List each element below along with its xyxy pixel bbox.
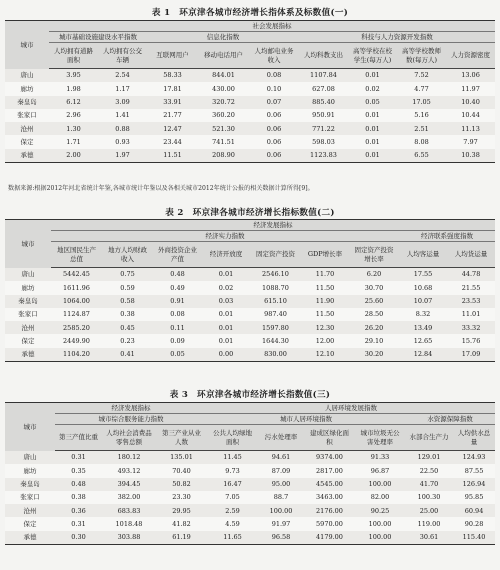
value-cell: 13.49 — [399, 321, 447, 334]
table3-body — [5, 451, 495, 545]
table2-column-header: 固定资产投资增长率 — [349, 242, 399, 268]
value-cell: 0.75 — [102, 268, 153, 282]
city-name-cell: 唐山 — [5, 268, 51, 282]
value-cell: 29.10 — [349, 334, 399, 347]
table3-column-header: 公共人均绿地面积 — [207, 425, 258, 451]
table-row — [5, 451, 495, 465]
value-cell: 430.00 — [198, 82, 249, 95]
table3 — [5, 402, 495, 545]
value-cell: 741.51 — [198, 135, 249, 148]
value-cell: 4545.00 — [304, 478, 355, 491]
value-cell: 382.00 — [102, 491, 156, 504]
value-cell: 1123.83 — [299, 149, 348, 163]
table3-column-header: 水部合生产力 — [405, 425, 453, 451]
value-cell: 320.72 — [198, 96, 249, 109]
city-name-cell: 秦皇岛 — [5, 96, 49, 109]
table-row — [5, 334, 495, 347]
city-name-cell: 保定 — [5, 517, 55, 530]
value-cell: 124.93 — [453, 451, 495, 465]
value-cell: 771.22 — [299, 122, 348, 135]
value-cell: 1124.87 — [51, 308, 102, 321]
table2-top-group: 经济发展指标 — [51, 220, 495, 231]
value-cell: 3463.00 — [304, 491, 355, 504]
value-cell: 30.20 — [349, 348, 399, 362]
value-cell: 0.01 — [348, 122, 397, 135]
value-cell: 50.82 — [156, 478, 207, 491]
value-cell: 0.11 — [153, 321, 202, 334]
table-row — [5, 82, 495, 95]
value-cell: 2546.10 — [250, 268, 301, 282]
value-cell: 6.55 — [397, 149, 446, 163]
value-cell: 0.01 — [202, 268, 250, 282]
value-cell: 0.48 — [55, 478, 102, 491]
value-cell: 0.02 — [202, 281, 250, 294]
table2-body — [5, 268, 495, 362]
value-cell: 0.01 — [348, 69, 397, 83]
table-row — [5, 69, 495, 83]
value-cell: 0.49 — [153, 281, 202, 294]
value-cell: 17.09 — [447, 348, 495, 362]
value-cell: 10.44 — [446, 109, 495, 122]
value-cell: 119.00 — [405, 517, 453, 530]
value-cell: 0.23 — [102, 334, 153, 347]
value-cell: 0.38 — [55, 491, 102, 504]
value-cell: 3.09 — [98, 96, 147, 109]
value-cell: 6.20 — [349, 268, 399, 282]
value-cell: 0.06 — [249, 135, 299, 148]
value-cell: 1597.80 — [250, 321, 301, 334]
value-cell: 521.30 — [198, 122, 249, 135]
city-name-cell: 秦皇岛 — [5, 478, 55, 491]
value-cell: 8.08 — [397, 135, 446, 148]
city-name-cell: 张家口 — [5, 491, 55, 504]
table1-column-header: 人均拥有道路面积 — [49, 43, 98, 69]
value-cell: 1064.00 — [51, 295, 102, 308]
value-cell: 5.16 — [397, 109, 446, 122]
value-cell: 0.38 — [102, 308, 153, 321]
table2-column-header: 人均货运量 — [447, 242, 495, 268]
value-cell: 23.44 — [147, 135, 198, 148]
value-cell: 987.40 — [250, 308, 301, 321]
table-row — [5, 268, 495, 282]
value-cell: 23.30 — [156, 491, 207, 504]
value-cell: 7.05 — [207, 491, 258, 504]
value-cell: 2449.90 — [51, 334, 102, 347]
value-cell: 10.68 — [399, 281, 447, 294]
value-cell: 4179.00 — [304, 531, 355, 545]
table2-caption: 表 2 环京津各城市经济增长指标数值(二) — [165, 208, 335, 218]
table2-column-header: 地区国民生产总值 — [51, 242, 102, 268]
value-cell: 44.78 — [447, 268, 495, 282]
value-cell: 33.32 — [447, 321, 495, 334]
value-cell: 0.06 — [249, 109, 299, 122]
table3-group-service: 城市综合服务能力指数 — [55, 414, 207, 425]
value-cell: 41.70 — [405, 478, 453, 491]
table3-column-header: 人均供水总量 — [453, 425, 495, 451]
value-cell: 0.01 — [348, 135, 397, 148]
value-cell: 11.50 — [301, 281, 349, 294]
value-cell: 100.00 — [355, 517, 405, 530]
value-cell: 0.06 — [249, 122, 299, 135]
city-name-cell: 沧州 — [5, 122, 49, 135]
table2-column-header: 外商投资企业产值 — [153, 242, 202, 268]
value-cell: 100.00 — [258, 504, 304, 517]
value-cell: 15.76 — [447, 334, 495, 347]
value-cell: 126.94 — [453, 478, 495, 491]
value-cell: 135.01 — [156, 451, 207, 465]
value-cell: 0.07 — [249, 96, 299, 109]
table1-body — [5, 69, 495, 163]
value-cell: 115.40 — [453, 531, 495, 545]
value-cell: 7.52 — [397, 69, 446, 83]
table3-group-living: 城市人居环境指数 — [207, 414, 405, 425]
city-name-cell: 张家口 — [5, 308, 51, 321]
city-name-cell: 廊坊 — [5, 464, 55, 477]
value-cell: 11.50 — [301, 308, 349, 321]
value-cell: 94.61 — [258, 451, 304, 465]
table1-column-header: 人均邮电业务收入 — [249, 43, 299, 69]
value-cell: 10.38 — [446, 149, 495, 163]
value-cell: 30.70 — [349, 281, 399, 294]
value-cell: 0.88 — [98, 122, 147, 135]
value-cell: 12.65 — [399, 334, 447, 347]
value-cell: 2.51 — [397, 122, 446, 135]
value-cell: 0.00 — [202, 348, 250, 362]
value-cell: 41.82 — [156, 517, 207, 530]
value-cell: 10.40 — [446, 96, 495, 109]
table3-column-headers — [5, 425, 495, 451]
table1-column-header: 移动电话用户 — [198, 43, 249, 69]
table-row — [5, 295, 495, 308]
value-cell: 0.10 — [249, 82, 299, 95]
value-cell: 0.05 — [348, 96, 397, 109]
value-cell: 17.05 — [397, 96, 446, 109]
value-cell: 0.93 — [98, 135, 147, 148]
value-cell: 2.59 — [207, 504, 258, 517]
value-cell: 33.91 — [147, 96, 198, 109]
table-row — [5, 491, 495, 504]
value-cell: 0.91 — [153, 295, 202, 308]
table-row — [5, 109, 495, 122]
value-cell: 7.97 — [446, 135, 495, 148]
table1-top-group: 社会发展指标 — [49, 21, 495, 32]
value-cell: 1.98 — [49, 82, 98, 95]
value-cell: 12.00 — [301, 334, 349, 347]
table3-caption: 表 3 环京津各城市经济增长指数值(三) — [169, 390, 331, 400]
value-cell: 25.60 — [349, 295, 399, 308]
value-cell: 70.40 — [156, 464, 207, 477]
city-name-cell: 张家口 — [5, 109, 49, 122]
value-cell: 30.61 — [405, 531, 453, 545]
table3-column-header: 人均社会消费品零售总额 — [102, 425, 156, 451]
value-cell: 1088.70 — [250, 281, 301, 294]
table-row — [5, 531, 495, 545]
table-row — [5, 464, 495, 477]
value-cell: 0.01 — [202, 308, 250, 321]
value-cell: 2176.00 — [304, 504, 355, 517]
value-cell: 0.06 — [249, 149, 299, 163]
value-cell: 4.59 — [207, 517, 258, 530]
value-cell: 1.41 — [98, 109, 147, 122]
table1-column-header: 人均拥有公交车辆 — [98, 43, 147, 69]
value-cell: 5442.45 — [51, 268, 102, 282]
city-name-cell: 沧州 — [5, 321, 51, 334]
value-cell: 11.13 — [446, 122, 495, 135]
table3-column-header: 污水处理率 — [258, 425, 304, 451]
value-cell: 25.00 — [405, 504, 453, 517]
value-cell: 1.97 — [98, 149, 147, 163]
value-cell: 493.12 — [102, 464, 156, 477]
value-cell: 11.45 — [207, 451, 258, 465]
value-cell: 61.19 — [156, 531, 207, 545]
table-row — [5, 135, 495, 148]
value-cell: 28.50 — [349, 308, 399, 321]
value-cell: 100.00 — [355, 478, 405, 491]
value-cell: 12.30 — [301, 321, 349, 334]
value-cell: 683.83 — [102, 504, 156, 517]
table3-city-header: 城市 — [5, 403, 55, 451]
value-cell: 0.03 — [202, 295, 250, 308]
value-cell: 82.00 — [355, 491, 405, 504]
city-name-cell: 廊坊 — [5, 82, 49, 95]
value-cell: 885.40 — [299, 96, 348, 109]
table1-group-science: 科技与人力资源开发指数 — [299, 32, 495, 43]
value-cell: 2817.00 — [304, 464, 355, 477]
value-cell: 100.00 — [355, 531, 405, 545]
value-cell: 0.48 — [153, 268, 202, 282]
value-cell: 6.12 — [49, 96, 98, 109]
table2-column-header: 固定资产投资 — [250, 242, 301, 268]
value-cell: 1.30 — [49, 122, 98, 135]
city-name-cell: 沧州 — [5, 504, 55, 517]
table1-city-header: 城市 — [5, 21, 49, 69]
value-cell: 21.77 — [147, 109, 198, 122]
value-cell: 950.91 — [299, 109, 348, 122]
value-cell: 0.30 — [55, 531, 102, 545]
value-cell: 0.36 — [55, 504, 102, 517]
table1 — [5, 20, 495, 163]
value-cell: 11.65 — [207, 531, 258, 545]
table3-top-group-env: 人居环境发展指数 — [207, 403, 495, 414]
value-cell: 1107.84 — [299, 69, 348, 83]
value-cell: 0.08 — [153, 308, 202, 321]
city-name-cell: 唐山 — [5, 451, 55, 465]
table-row — [5, 348, 495, 362]
table2-group-link: 经济联系强度指数 — [399, 231, 495, 242]
table3-top-group-econ: 经济发展指标 — [55, 403, 207, 414]
city-name-cell: 唐山 — [5, 69, 49, 83]
value-cell: 60.94 — [453, 504, 495, 517]
value-cell: 615.10 — [250, 295, 301, 308]
table-row — [5, 149, 495, 163]
value-cell: 0.05 — [153, 348, 202, 362]
value-cell: 90.25 — [355, 504, 405, 517]
value-cell: 0.31 — [55, 517, 102, 530]
value-cell: 58.33 — [147, 69, 198, 83]
value-cell: 1104.20 — [51, 348, 102, 362]
value-cell: 16.47 — [207, 478, 258, 491]
table-row — [5, 96, 495, 109]
table1-column-header: 高等学校在校学生(每万人) — [348, 43, 397, 69]
value-cell: 2.96 — [49, 109, 98, 122]
value-cell: 12.84 — [399, 348, 447, 362]
value-cell: 96.87 — [355, 464, 405, 477]
value-cell: 11.90 — [301, 295, 349, 308]
value-cell: 9374.00 — [304, 451, 355, 465]
value-cell: 88.7 — [258, 491, 304, 504]
table2-column-header: 经济开放度 — [202, 242, 250, 268]
value-cell: 91.97 — [258, 517, 304, 530]
table1-caption: 表 1 环京津各城市经济增长指体系及标数值(一) — [151, 8, 349, 18]
value-cell: 0.41 — [102, 348, 153, 362]
value-cell: 87.55 — [453, 464, 495, 477]
value-cell: 87.09 — [258, 464, 304, 477]
table2 — [5, 219, 495, 362]
value-cell: 0.31 — [55, 451, 102, 465]
table-row — [5, 308, 495, 321]
value-cell: 0.01 — [202, 321, 250, 334]
value-cell: 1611.96 — [51, 281, 102, 294]
value-cell: 0.45 — [102, 321, 153, 334]
table2-group-strength: 经济实力指数 — [51, 231, 399, 242]
city-name-cell: 秦皇岛 — [5, 295, 51, 308]
value-cell: 17.55 — [399, 268, 447, 282]
value-cell: 23.53 — [447, 295, 495, 308]
value-cell: 0.02 — [348, 82, 397, 95]
value-cell: 12.10 — [301, 348, 349, 362]
value-cell: 100.30 — [405, 491, 453, 504]
value-cell: 11.70 — [301, 268, 349, 282]
table1-group-infra: 城市基础设施建设水平指数 — [49, 32, 147, 43]
city-name-cell: 承德 — [5, 348, 51, 362]
table-row — [5, 478, 495, 491]
value-cell: 0.01 — [202, 334, 250, 347]
value-cell: 208.90 — [198, 149, 249, 163]
value-cell: 4.77 — [397, 82, 446, 95]
value-cell: 21.55 — [447, 281, 495, 294]
value-cell: 0.58 — [102, 295, 153, 308]
value-cell: 29.95 — [156, 504, 207, 517]
table1-column-header: 高等学校教师数(每万人) — [397, 43, 446, 69]
value-cell: 9.73 — [207, 464, 258, 477]
value-cell: 5970.00 — [304, 517, 355, 530]
value-cell: 96.58 — [258, 531, 304, 545]
value-cell: 303.88 — [102, 531, 156, 545]
table2-column-header: GDP增长率 — [301, 242, 349, 268]
table3-column-header: 建成区绿化面积 — [304, 425, 355, 451]
city-name-cell: 保定 — [5, 334, 51, 347]
table-row — [5, 517, 495, 530]
value-cell: 22.50 — [405, 464, 453, 477]
table1-column-header: 人力资源密度 — [446, 43, 495, 69]
table3-group-water: 水资源保障指数 — [405, 414, 495, 425]
value-cell: 0.35 — [55, 464, 102, 477]
table1-column-headers — [5, 43, 495, 69]
value-cell: 844.01 — [198, 69, 249, 83]
value-cell: 598.03 — [299, 135, 348, 148]
table2-column-header: 地方人均财政收入 — [102, 242, 153, 268]
value-cell: 12.47 — [147, 122, 198, 135]
city-name-cell: 承德 — [5, 531, 55, 545]
value-cell: 1018.48 — [102, 517, 156, 530]
table-row — [5, 504, 495, 517]
value-cell: 0.59 — [102, 281, 153, 294]
value-cell: 11.51 — [147, 149, 198, 163]
table2-column-header: 人均客运量 — [399, 242, 447, 268]
value-cell: 13.06 — [446, 69, 495, 83]
table3-column-header: 第三产业从业人数 — [156, 425, 207, 451]
value-cell: 17.81 — [147, 82, 198, 95]
table1-column-header: 人均科教支出 — [299, 43, 348, 69]
value-cell: 180.12 — [102, 451, 156, 465]
value-cell: 0.09 — [153, 334, 202, 347]
value-cell: 2585.20 — [51, 321, 102, 334]
value-cell: 11.97 — [446, 82, 495, 95]
value-cell: 360.20 — [198, 109, 249, 122]
table1-group-info: 信息化指数 — [147, 32, 299, 43]
value-cell: 95.00 — [258, 478, 304, 491]
table2-column-headers — [5, 242, 495, 268]
table-row — [5, 122, 495, 135]
value-cell: 91.33 — [355, 451, 405, 465]
value-cell: 0.01 — [348, 149, 397, 163]
value-cell: 11.01 — [447, 308, 495, 321]
table1-source-note: 数据来源:根据2012年河北省统计年鉴,各城市统计年鉴以及各相关城市2012年统计公报的相关数据计算所得[9]。 — [8, 185, 314, 192]
city-name-cell: 保定 — [5, 135, 49, 148]
table3-column-header: 第三产值比重 — [55, 425, 102, 451]
value-cell: 830.00 — [250, 348, 301, 362]
table1-column-header: 互联网用户 — [147, 43, 198, 69]
value-cell: 1.17 — [98, 82, 147, 95]
city-name-cell: 廊坊 — [5, 281, 51, 294]
table3-column-header: 城市垃圾无公害处理率 — [355, 425, 405, 451]
value-cell: 3.95 — [49, 69, 98, 83]
value-cell: 2.54 — [98, 69, 147, 83]
value-cell: 0.01 — [348, 109, 397, 122]
value-cell: 0.08 — [249, 69, 299, 83]
table-row — [5, 281, 495, 294]
value-cell: 129.01 — [405, 451, 453, 465]
value-cell: 2.00 — [49, 149, 98, 163]
value-cell: 90.28 — [453, 517, 495, 530]
value-cell: 26.20 — [349, 321, 399, 334]
table-row — [5, 321, 495, 334]
table2-city-header: 城市 — [5, 220, 51, 268]
value-cell: 8.32 — [399, 308, 447, 321]
value-cell: 10.07 — [399, 295, 447, 308]
value-cell: 1.71 — [49, 135, 98, 148]
value-cell: 95.85 — [453, 491, 495, 504]
city-name-cell: 承德 — [5, 149, 49, 163]
value-cell: 627.08 — [299, 82, 348, 95]
value-cell: 394.45 — [102, 478, 156, 491]
value-cell: 1644.30 — [250, 334, 301, 347]
